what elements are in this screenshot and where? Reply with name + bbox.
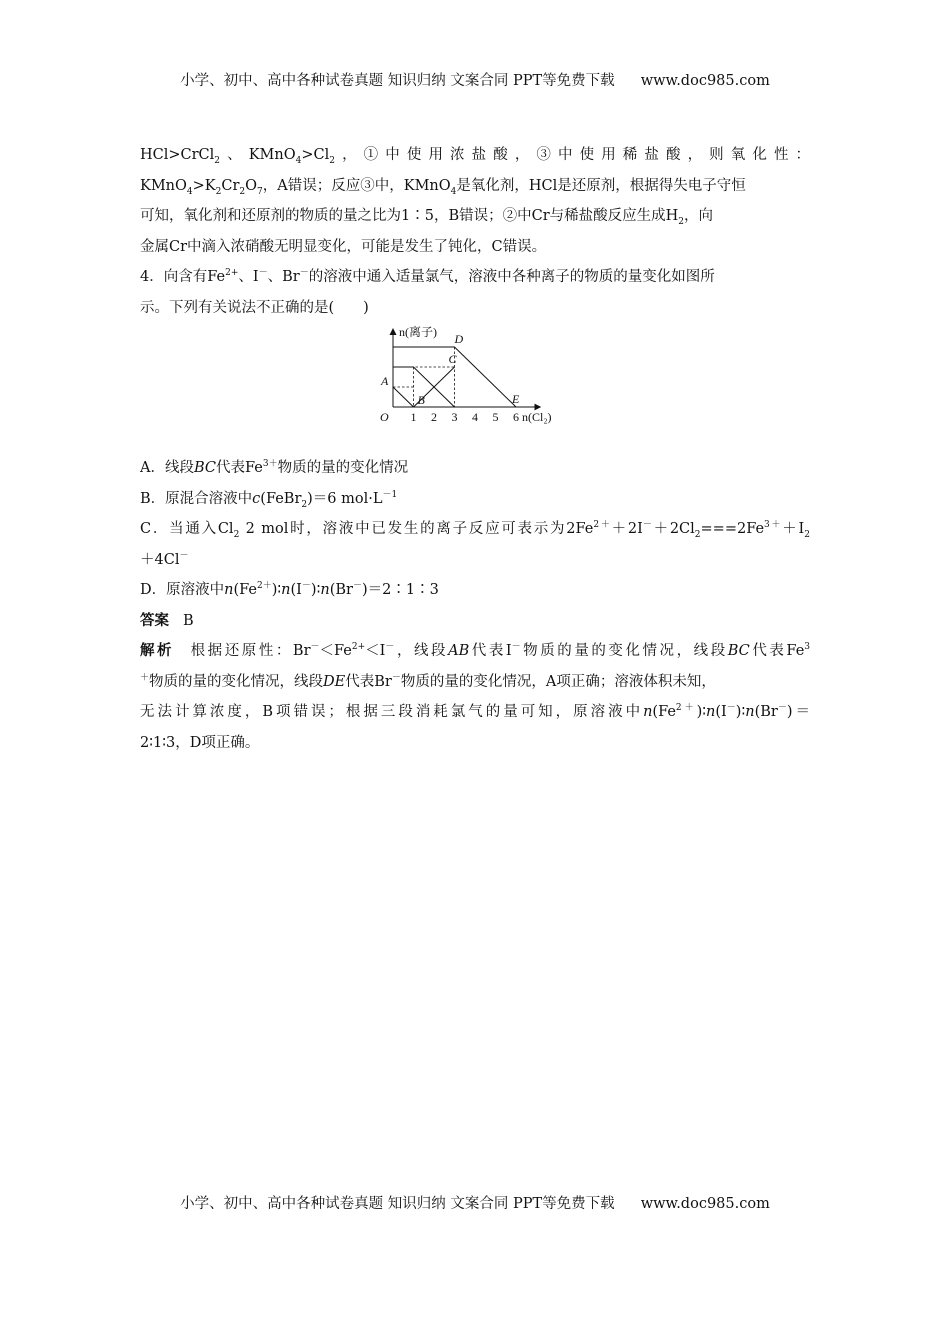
- prev-analysis-line-3: 可知，氧化剂和还原剂的物质的量之比为1∶5，B错误；②中Cr与稀盐酸反应生成$H_2$，向: [140, 208, 714, 227]
- header-text: 小学、初中、高中各种试卷真题 知识归纳 文案合同 PPT等免费下载: [180, 73, 615, 89]
- prev-analysis-line-1: HCl>CrCl$_2$、$KMnO_4>Cl_2$，①中使用浓盐酸，③中使用稀盐酸，则氧化性：: [140, 147, 811, 166]
- question-stem-line-1: 4．向含有$Fe^{2+}$、I－、Br－的溶液中通入适量氯气，溶液中各种离子的物质的量变化如图所: [140, 268, 715, 285]
- series-line-ab: [393, 387, 414, 407]
- ion-amount-chart: [375, 325, 565, 437]
- prev-analysis-line-2: $KMnO_4>K_2Cr_2O_7$，A错误；反应③中，KMnO$_4$是氧化剂，HCl是还原剂，根据得失电子守恒: [140, 177, 746, 197]
- point-label-a: A: [381, 374, 389, 388]
- x-tick-label: 6: [513, 410, 519, 424]
- prev-analysis-line-4: 金属Cr中滴入浓硝酸无明显变化，可能是发生了钝化，C错误。: [140, 238, 547, 255]
- analysis-line-3: 无法计算浓度，B项错误；根据三段消耗氯气的量可知，原溶液中$n(Fe^{2+})∶n(I^-)∶n(Br^-)=$: [140, 703, 810, 720]
- analysis-label: 解析: [140, 642, 175, 659]
- answer-label: 答案: [140, 611, 169, 629]
- analysis-line-1: 解析 根据还原性：$Br^-<Fe^{2+}<I^-$，线段AB代表I－物质的量的变化情况，线段BC代表Fe$^3$: [140, 642, 811, 659]
- option-b[interactable]: B．原混合溶液中c(FeBr$_2$)＝6 $mol\cdot L^{-1}$: [140, 489, 398, 510]
- page-header: [0, 69, 950, 90]
- point-label-b: B: [417, 393, 425, 407]
- page-content: [140, 140, 810, 758]
- header-url[interactable]: www.doc985.com: [640, 73, 770, 89]
- option-c-line-2[interactable]: ＋4Cl－: [140, 550, 189, 568]
- figure-container: [140, 323, 810, 453]
- answer-line: [140, 606, 810, 637]
- x-tick-label: 2: [431, 410, 437, 424]
- option-c-line-1[interactable]: C．当通入$Cl_2$ 2 mol时，溶液中已发生的离子反应可表示为$2Fe^{2+}+2I^-+2Cl_2===2Fe^{3+}+I_2$: [140, 520, 810, 540]
- page-footer: [0, 1192, 950, 1213]
- question-stem-line-2: 示。下列有关说法不正确的是( ): [140, 299, 369, 316]
- point-label-e: E: [512, 392, 520, 406]
- x-tick-label: 1: [410, 410, 417, 424]
- point-label-d: D: [454, 332, 464, 346]
- x-tick-label: 5: [492, 410, 499, 424]
- option-a[interactable]: A．线段BC代表$Fe^{3+}$物质的量的变化情况: [140, 459, 409, 476]
- x-axis-label: n(Cl₂): [522, 410, 552, 424]
- analysis-line-4: 2∶1∶3，D项正确。: [140, 734, 260, 751]
- footer-text: 小学、初中、高中各种试卷真题 知识归纳 文案合同 PPT等免费下载: [180, 1196, 615, 1212]
- x-tick-label: 4: [472, 410, 478, 424]
- y-axis-label: n(离子): [399, 325, 437, 339]
- answer-value: B: [183, 612, 194, 629]
- option-d[interactable]: D．原溶液中$n(Fe^{2+})∶n(I^-)∶n(Br^-)=2∶1∶3$: [140, 581, 439, 598]
- x-tick-label: O: [380, 410, 389, 424]
- analysis-line-2: ＋物质的量的变化情况，线段DE代表Br－物质的量的变化情况，A项正确；溶液体积未知，: [140, 672, 716, 690]
- x-tick-label: 3: [451, 410, 458, 424]
- footer-url[interactable]: www.doc985.com: [640, 1196, 770, 1212]
- point-label-c: C: [448, 352, 457, 366]
